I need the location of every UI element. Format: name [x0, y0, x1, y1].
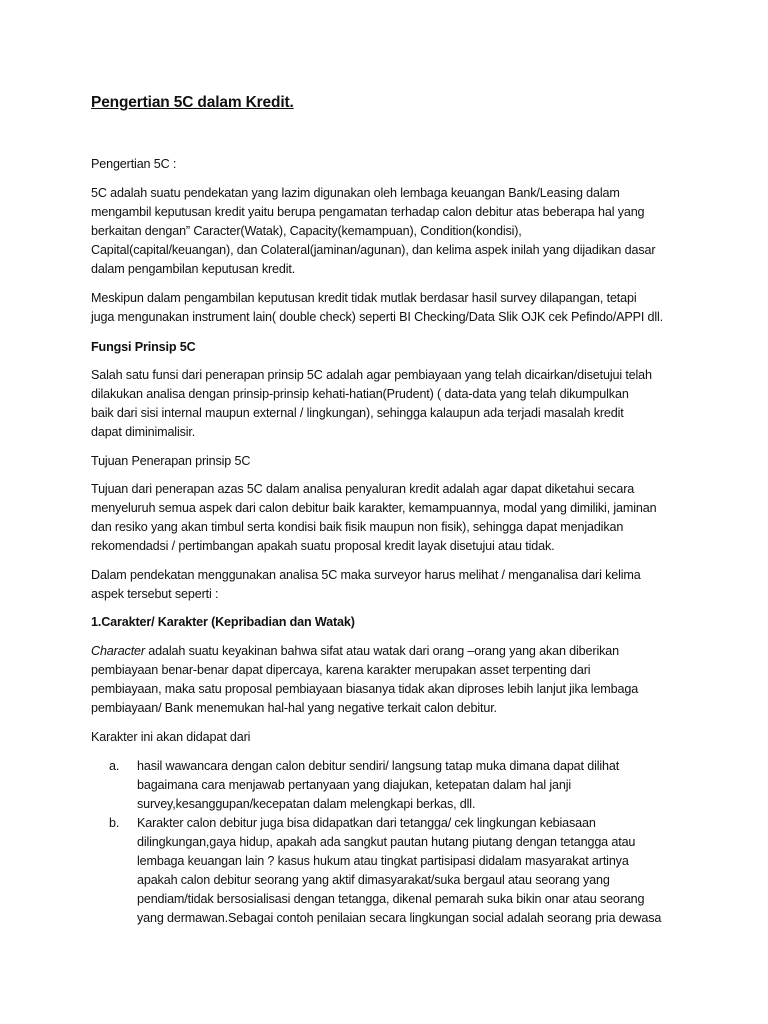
- list-item-line: dilingkungan,gaya hidup, apakah ada sangkut pautan hutang piutang dengan tetangga atau: [137, 835, 636, 849]
- paragraph-line: rekomendadsi / pertimbangan apakah suatu proposal kredit layak disetujui atau tidak.: [91, 539, 555, 553]
- list-item-line: bagaimana cara menjawab pertanyaan yang diajukan, ketepatan dalam hal janji: [137, 778, 572, 792]
- paragraph-line: [91, 642, 619, 661]
- paragraph-line: Salah satu funsi dari penerapan prinsip 5C adalah agar pembiayaan yang telah dicairkan/disetujui telah: [91, 368, 652, 382]
- list-item-line: yang dermawan.Sebagai contoh penilaian secara lingkungan social adalah seorang pria dewasa: [137, 911, 662, 925]
- paragraph-text: adalah suatu keyakinan bahwa sifat atau watak dari orang –orang yang akan diberikan: [144, 644, 619, 658]
- section-heading-pengertian: Pengertian 5C :: [91, 157, 177, 171]
- list-item-line: pendiam/tidak bersosialisasi dengan tetangga, dikenal pemarah suka bikin onar atau seorang: [137, 892, 645, 906]
- paragraph-line: juga mengunakan instrument lain( double check) seperti BI Checking/Data Slik OJK cek Pefindo/APPI dll.: [91, 310, 664, 324]
- paragraph-line: mengambil keputusan kredit yaitu berupa pengamatan terhadap calon debitur atas beberapa hal yang: [91, 205, 645, 219]
- paragraph-line: Capital(capital/keuangan), dan Colateral(jaminan/agunan), dan kelima aspek inilah yang dijadikan dasar: [91, 243, 656, 257]
- paragraph-line: berkaitan dengan” Caracter(Watak), Capacity(kemampuan), Condition(kondisi),: [91, 224, 522, 238]
- list-item-line: apakah calon debitur seorang yang aktif dimasyarakat/suka bergaul atau seorang yang: [137, 873, 610, 887]
- list-item-line: Karakter calon debitur juga bisa didapatkan dari tetangga/ cek lingkungan kebiasaan: [137, 816, 596, 830]
- section-heading-carakter: 1.Carakter/ Karakter (Kepribadian dan Watak): [91, 615, 355, 629]
- paragraph-line: pembiayaan benar-benar dapat dipercaya, karena karakter merupakan asset terpenting dari: [91, 663, 591, 677]
- italic-term: Character: [91, 644, 145, 658]
- list-item-line: survey,kesanggupan/kecepatan dalam melengkapi berkas, dll.: [137, 797, 476, 811]
- section-heading-tujuan: Tujuan Penerapan prinsip 5C: [91, 454, 251, 468]
- list-marker: b.: [109, 816, 120, 830]
- list-item-line: lembaga keuangan lain ? kasus hukum atau tingkat partisipasi didalam masyarakat artinya: [137, 854, 629, 868]
- document-title: Pengertian 5C dalam Kredit.: [91, 94, 294, 111]
- paragraph-line: 5C adalah suatu pendekatan yang lazim digunakan oleh lembaga keuangan Bank/Leasing dalam: [91, 186, 620, 200]
- paragraph-line: Dalam pendekatan menggunakan analisa 5C maka surveyor harus melihat / menganalisa dari kelima: [91, 568, 641, 582]
- paragraph-line: dan resiko yang akan timbul serta kondisi baik fisik maupun non fisik), sehingga dapat menjadikan: [91, 520, 624, 534]
- paragraph-line: Karakter ini akan didapat dari: [91, 730, 251, 744]
- paragraph-line: pembiayaan/ Bank menemukan hal-hal yang negative terkait calon debitur.: [91, 701, 497, 715]
- paragraph-line: Meskipun dalam pengambilan keputusan kredit tidak mutlak berdasar hasil survey dilapangan, tetapi: [91, 291, 637, 305]
- paragraph-line: dapat diminimalisir.: [91, 425, 196, 439]
- paragraph-line: menyeluruh semua aspek dari calon debitur baik karakter, kemampuannya, modal yang dimiliki, jaminan: [91, 501, 657, 515]
- list-item-line: hasil wawancara dengan calon debitur sendiri/ langsung tatap muka dimana dapat dilihat: [137, 759, 620, 773]
- paragraph-line: Tujuan dari penerapan azas 5C dalam analisa penyaluran kredit adalah agar dapat diketahui secara: [91, 482, 635, 496]
- paragraph-line: baik dari sisi internal maupun external / lingkungan), sehingga kalaupun ada terjadi masalah kredit: [91, 406, 624, 420]
- paragraph-line: dilakukan analisa dengan prinsip-prinsip kehati-hatian(Prudent) ( data-data yang telah dikumpulkan: [91, 387, 629, 401]
- section-heading-fungsi: Fungsi Prinsip 5C: [91, 340, 196, 354]
- paragraph-line: aspek tersebut seperti :: [91, 587, 219, 601]
- paragraph-line: pembiayaan, maka satu proposal pembiayaan biasanya tidak akan diproses lebih lanjut jika lembaga: [91, 682, 639, 696]
- paragraph-line: dalam pengambilan keputusan kredit.: [91, 262, 296, 276]
- list-marker: a.: [109, 759, 120, 773]
